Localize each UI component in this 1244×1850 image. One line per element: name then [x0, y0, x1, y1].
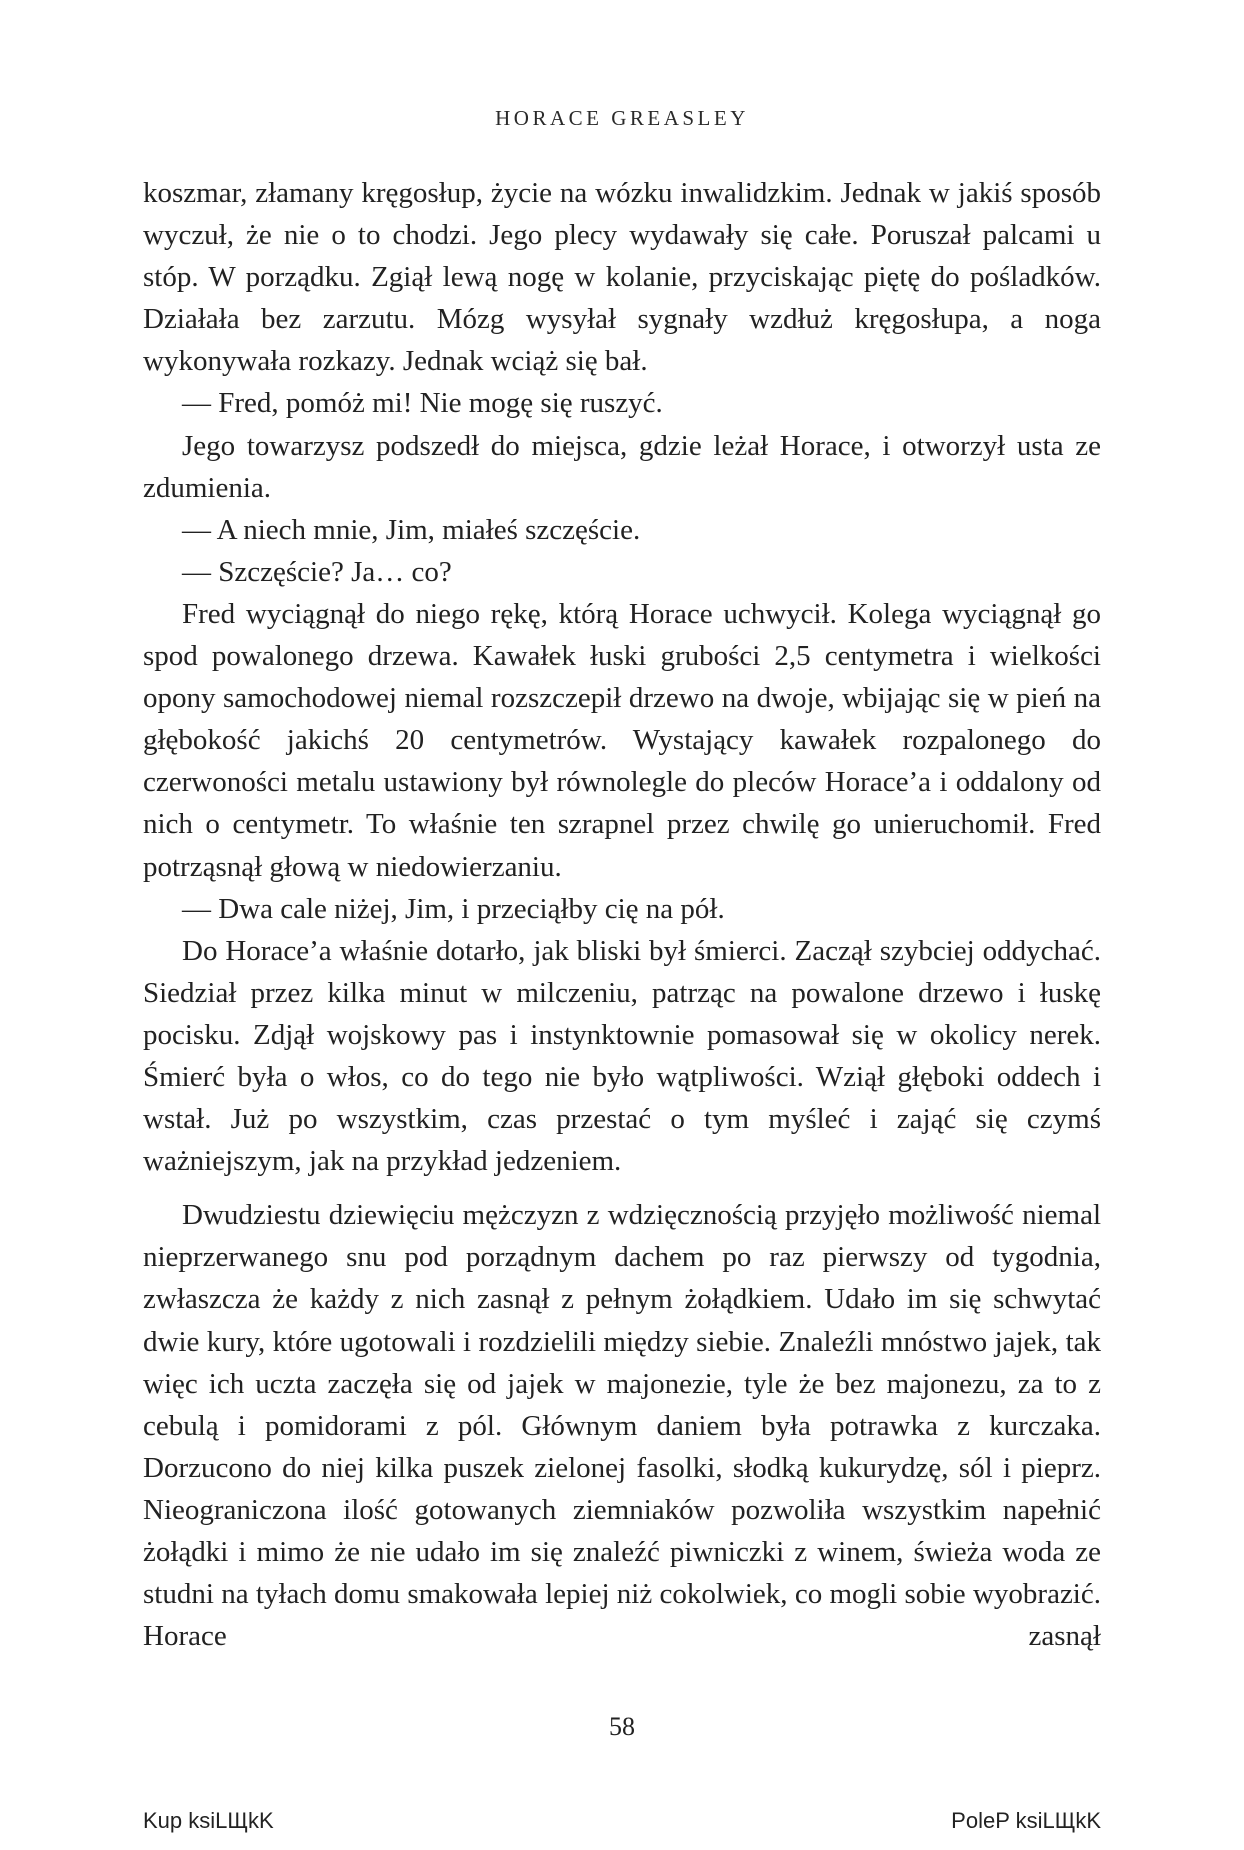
paragraph: — Dwa cale niżej, Jim, i przeciąłby cię na pół.: [182, 892, 725, 925]
paragraph: Do Horace’a właśnie dotarło, jak bliski był śmierci. Zaczął szybciej oddychać. Siedział przez kilka minut w milczeniu, patrząc na powalone drzewo i łuskę pocisku. Zdjął wojskowy pas i instynktownie pomasował się w okolicy nerek. Śmierć była o włos, co do tego nie było wątpliwości. Wziął głęboki oddech i wstał. Już po wszystkim, czas przestać o tym myśleć i zająć się czymś ważniejszym, jak na przykład jedzeniem.: [143, 934, 1101, 1178]
paragraph: Dwudziestu dziewięciu mężczyzn z wdzięcznością przyjęło możliwość niemal nieprzerwanego snu pod porządnym dachem po raz pierwszy od tygodnia, zwłaszcza że każdy z nich zasnął z pełnym żołądkiem. Udało im się schwytać dwie kury, które ugotowali i rozdzielili między siebie. Znaleźli mnóstwo jajek, tak więc ich uczta zaczęła się od jajek w majonezie, tyle że bez majonezu, za to z cebulą i pomidorami z pól. Głównym daniem była potrawka z kurczaka. Dorzucono do niej kilka puszek zielonej fasolki, słodką kukurydzę, sól i pieprz. Nieograniczona ilość gotowanych ziemniaków pozwoliła wszystkim napełnić żołądki i mimo że nie udało im się znaleźć piwniczki z winem, świeża woda ze studni na tyłach domu smakowała lepiej niż cokolwiek, co mogli sobie wyobrazić. Horace zasnął: [143, 1199, 1101, 1653]
paragraph: — Fred, pomóż mi! Nie mogę się ruszyć.: [182, 387, 663, 420]
paragraph: koszmar, złamany kręgosłup, życie na wózku inwalidzkim. Jednak w jakiś sposób wyczuł, że nie o to chodzi. Jego plecy wydawały się całe. Poruszał palcami u stóp. W porządku. Zgiął lewą nogę w kolanie, przyciskając piętę do pośladków. Działała bez zarzutu. Mózg wysyłał sygnały wzdłuż kręgosłupa, a noga wykonywała rozkazy. Jednak wciąż się bał.: [143, 177, 1101, 378]
buy-book-link[interactable]: Kup ksiLЩkK: [143, 1808, 274, 1833]
running-head: HORACE GREASLEY: [495, 106, 749, 130]
paragraph: Jego towarzysz podszedł do miejsca, gdzie leżał Horace, i otworzył usta ze zdumienia.: [143, 429, 1101, 504]
recommend-book-link[interactable]: PoleP ksiLЩkK: [951, 1808, 1101, 1833]
paragraph: Fred wyciągnął do niego rękę, którą Horace uchwycił. Kolega wyciągnął go spod powalonego drzewa. Kawałek łuski grubości 2,5 centymetra i wielkości opony samochodowej niemal rozszczepił drzewo na dwoje, wbijając się w pień na głębokość jakichś 20 centymetrów. Wystający kawałek rozpalonego do czerwoności metalu ustawiony był równolegle do pleców Horace’a i oddalony od nich o centymetr. To właśnie ten szrapnel przez chwilę go unieruchomił. Fred potrząsnął głową w niedowierzaniu.: [143, 597, 1101, 883]
paragraph: — Szczęście? Ja… co?: [182, 555, 452, 588]
body-text: [143, 172, 1101, 1657]
paragraph: — A niech mnie, Jim, miałeś szczęście.: [182, 513, 641, 546]
page-number: 58: [609, 1712, 635, 1741]
